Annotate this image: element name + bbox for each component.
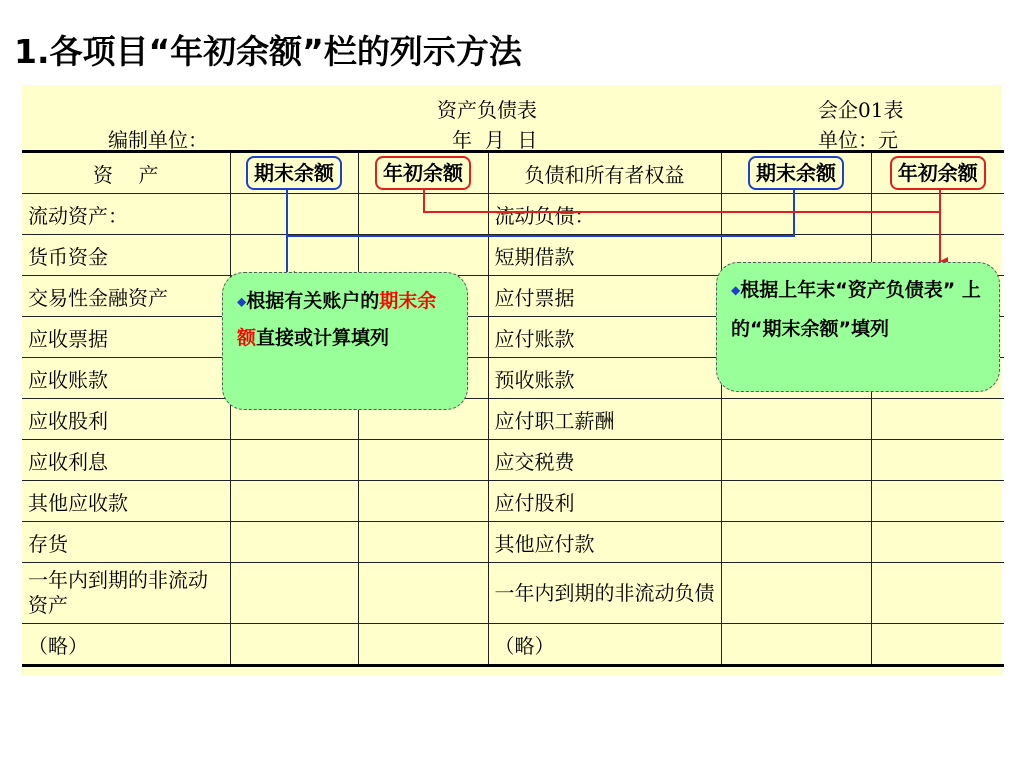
slide-title: 1.各项目“年初余额”栏的列示方法	[14, 32, 522, 71]
header-asset-ending-balance: 期末余额	[230, 152, 358, 194]
liability-item: 应付股利	[488, 481, 721, 522]
report-title: 资产负债表	[437, 98, 537, 122]
asset-item: （略）	[22, 624, 230, 666]
prepared-by-label: 编制单位：	[108, 128, 208, 152]
asset-item: 存货	[22, 522, 230, 563]
header-liability-ending-balance: 期末余额	[721, 152, 871, 194]
header-assets: 资 产	[22, 152, 230, 194]
right-callout-note: ◆根据上年末“资产负债表” 上 的“期末余额”填列	[716, 262, 1000, 392]
table-row	[22, 481, 1004, 522]
asset-item: 货币资金	[22, 235, 230, 276]
header-asset-beginning-balance: 年初余额	[358, 152, 488, 194]
balance-sheet-table	[22, 150, 1004, 667]
table-row	[22, 399, 1004, 440]
table-row	[22, 440, 1004, 481]
header-liabilities-equity: 负债和所有者权益	[488, 152, 721, 194]
unit-label: 单位：元	[818, 128, 898, 152]
asset-item: 应收利息	[22, 440, 230, 481]
asset-item: 一年内到期的非流动资产	[22, 563, 230, 624]
asset-item: 应收账款	[22, 358, 230, 399]
liability-item: 预收账款	[488, 358, 721, 399]
asset-item: 交易性金融资产	[22, 276, 230, 317]
table-row	[22, 194, 1004, 235]
liability-item: 应交税费	[488, 440, 721, 481]
header-liability-beginning-balance: 年初余额	[871, 152, 1004, 194]
liability-item: 应付票据	[488, 276, 721, 317]
liability-item: 流动负债：	[488, 194, 721, 235]
asset-item: 流动资产：	[22, 194, 230, 235]
liability-item: 其他应付款	[488, 522, 721, 563]
table-row	[22, 563, 1004, 624]
table-row	[22, 522, 1004, 563]
liability-item: （略）	[488, 624, 721, 666]
liability-item: 应付账款	[488, 317, 721, 358]
asset-item: 应收票据	[22, 317, 230, 358]
table-header-row	[22, 152, 1004, 194]
report-date-line: 年 月 日	[452, 128, 538, 152]
left-callout-note: ◆根据有关账户的期末余额直接或计算填列	[222, 272, 468, 410]
table-row	[22, 624, 1004, 666]
form-code: 会企01表	[818, 98, 904, 122]
liability-item: 应付职工薪酬	[488, 399, 721, 440]
diamond-bullet-icon: ◆	[731, 283, 741, 297]
asset-item: 其他应收款	[22, 481, 230, 522]
asset-item: 应收股利	[22, 399, 230, 440]
diamond-bullet-icon: ◆	[237, 294, 247, 309]
liability-item: 一年内到期的非流动负债	[488, 563, 721, 624]
liability-item: 短期借款	[488, 235, 721, 276]
